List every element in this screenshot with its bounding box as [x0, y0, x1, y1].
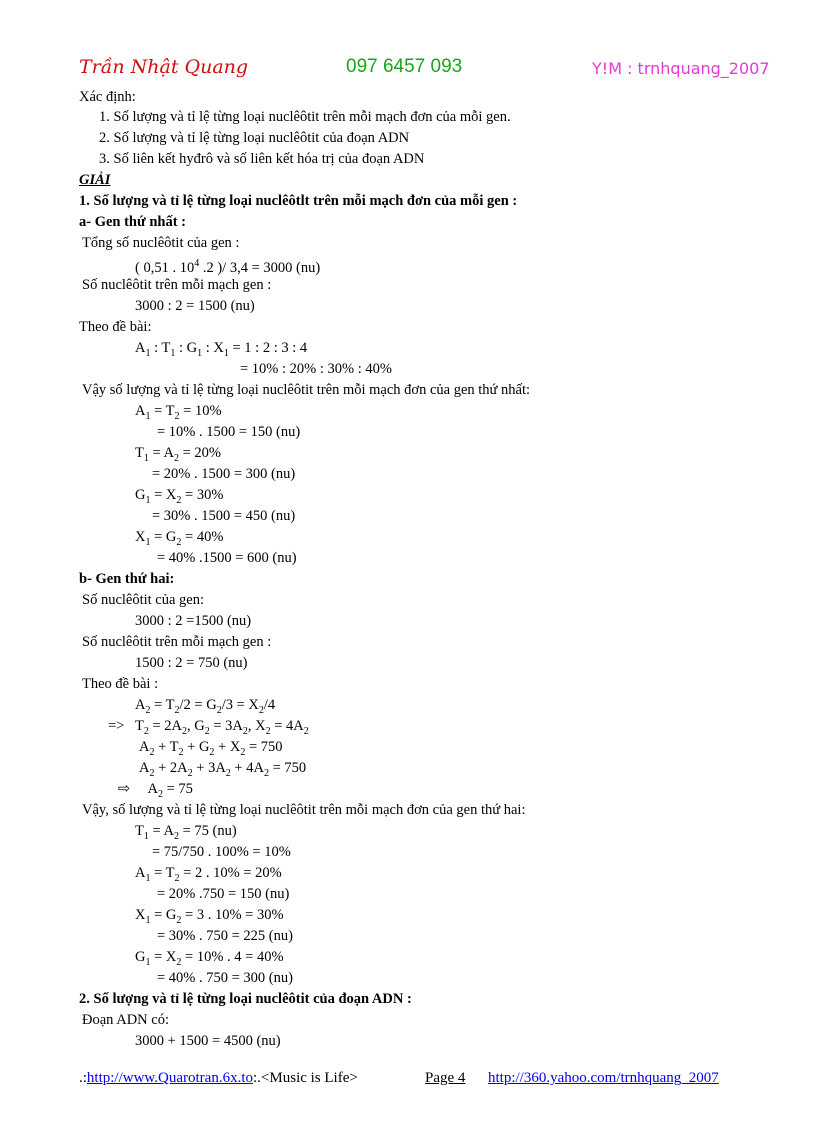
formula-line: $A_1 = T_2 = 2$ . 10% = 20%	[135, 865, 282, 884]
formula-line: $T_1 = A_2 = 75$ (nu)	[135, 823, 237, 842]
formula-line: $X_1 = G_2 = 3$ . 10% = 30%	[135, 907, 284, 926]
formula-line: = 10% : 20% : 30% : 40%	[240, 361, 392, 377]
formula-line: 3000 + 1500 = 4500 (nu)	[135, 1033, 281, 1049]
page-number: Page 4	[425, 1070, 466, 1086]
formula-line: $G_1 = X_2 = 30\%$	[135, 487, 224, 506]
author-name: Trần Nhật Quang	[79, 56, 249, 78]
section-1-heading: 1. Số lượng và tỉ lệ từng loại nuclêôtlt trên mỗi mạch đơn của mỗi gen :	[79, 193, 518, 209]
formula-line: ⇨ $A_2 = 75$	[118, 781, 193, 800]
text-line: Vậy số lượng và tỉ lệ từng loại nuclêôtit trên mỗi mạch đơn của gen thứ nhất:	[82, 382, 531, 398]
footer-tagline: :.<Music is Life>	[253, 1070, 358, 1086]
formula-line: 3000 : 2 =1500 (nu)	[135, 613, 252, 629]
footer-left	[79, 1070, 358, 1087]
task-item-1: 1. Số lượng và tỉ lệ từng loại nuclêôtit trên mỗi mạch đơn của mỗi gen.	[99, 109, 511, 125]
task-item-3: 3. Số liên kết hyđrô và số liên kết hóa trị của đoạn ADN	[99, 151, 425, 167]
formula-line: = 75/750 . 100% = 10%	[152, 844, 291, 860]
formula-line: $A_1$ : $T_1$ : $G_1$ : $X_1 = 1$ : 2 : 3 : 4	[135, 340, 308, 359]
intro-label: Xác định:	[79, 89, 136, 105]
formula-line: $A_2 + T_2 + G_2 + X_2 = 750$	[139, 739, 283, 758]
text-line: Số nuclêôtit trên mỗi mạch gen :	[82, 277, 272, 293]
formula-line: $A_1 = T_2 = 10\%$	[135, 403, 222, 422]
text-line: Theo đề bài :	[82, 676, 159, 692]
formula-line: = 40% .1500 = 600 (nu)	[157, 550, 297, 566]
formula-line: = 30% . 1500 = 450 (nu)	[152, 508, 296, 524]
text-line: Số nuclêôtit của gen:	[82, 592, 205, 608]
formula-line: $X_1 = G_2 = 40\%$	[135, 529, 224, 548]
subsection-a-heading: a- Gen thứ nhất :	[79, 214, 186, 230]
text-line: Tổng số nuclêôtit của gen :	[82, 235, 240, 251]
text-line: Đoạn ADN có:	[82, 1012, 169, 1028]
formula-line: = 20% .750 = 150 (nu)	[157, 886, 290, 902]
task-item-2: 2. Số lượng và tỉ lệ từng loại nuclêôtit của đoạn ADN	[99, 130, 410, 146]
formula-line: 3000 : 2 = 1500 (nu)	[135, 298, 255, 314]
footer-link-yahoo[interactable]: http://360.yahoo.com/trnhquang_2007	[488, 1070, 719, 1086]
formula-line: $A_2 = T_2/2 = G_2/3 = X_2/4$	[135, 697, 276, 716]
solution-heading: GIẢI	[79, 172, 111, 188]
text-line: Số nuclêôtit trên mỗi mạch gen :	[82, 634, 272, 650]
formula-line: ( 0,51 . $10^4$ .2 )/ 3,4 = 3000 (nu)	[135, 258, 321, 276]
section-2-heading: 2. Số lượng và tỉ lệ từng loại nuclêôtit của đoạn ADN :	[79, 991, 412, 1007]
formula-line: $G_1 = X_2 = 10\%$ . 4 = 40%	[135, 949, 284, 968]
text-line: Theo đề bài:	[79, 319, 152, 335]
footer-link-quarotran[interactable]: http://www.Quarotran.6x.to	[86, 1070, 254, 1086]
formula-line: = 30% . 750 = 225 (nu)	[157, 928, 293, 944]
footer-prefix: .:	[79, 1070, 87, 1086]
formula-line: => $T_2 = 2A_2$, $G_2 = 3A_2$, $X_2 = 4A_2$	[108, 718, 309, 737]
phone-number: 097 6457 093	[346, 56, 463, 77]
formula-line: = 40% . 750 = 300 (nu)	[157, 970, 293, 986]
formula-line: $A_2 + 2A_2 + 3A_2 + 4A_2 = 750$	[139, 760, 307, 779]
formula-line: 1500 : 2 = 750 (nu)	[135, 655, 248, 671]
formula-line: = 10% . 1500 = 150 (nu)	[157, 424, 301, 440]
subsection-b-heading: b- Gen thứ hai:	[79, 571, 175, 587]
yim-handle: Y!M : trnhquang_2007	[592, 59, 770, 78]
text-line: Vậy, số lượng và tỉ lệ từng loại nuclêôtit trên mỗi mạch đơn của gen thứ hai:	[82, 802, 526, 818]
formula-line: $T_1 = A_2 = 20\%$	[135, 445, 221, 464]
formula-line: = 20% . 1500 = 300 (nu)	[152, 466, 296, 482]
